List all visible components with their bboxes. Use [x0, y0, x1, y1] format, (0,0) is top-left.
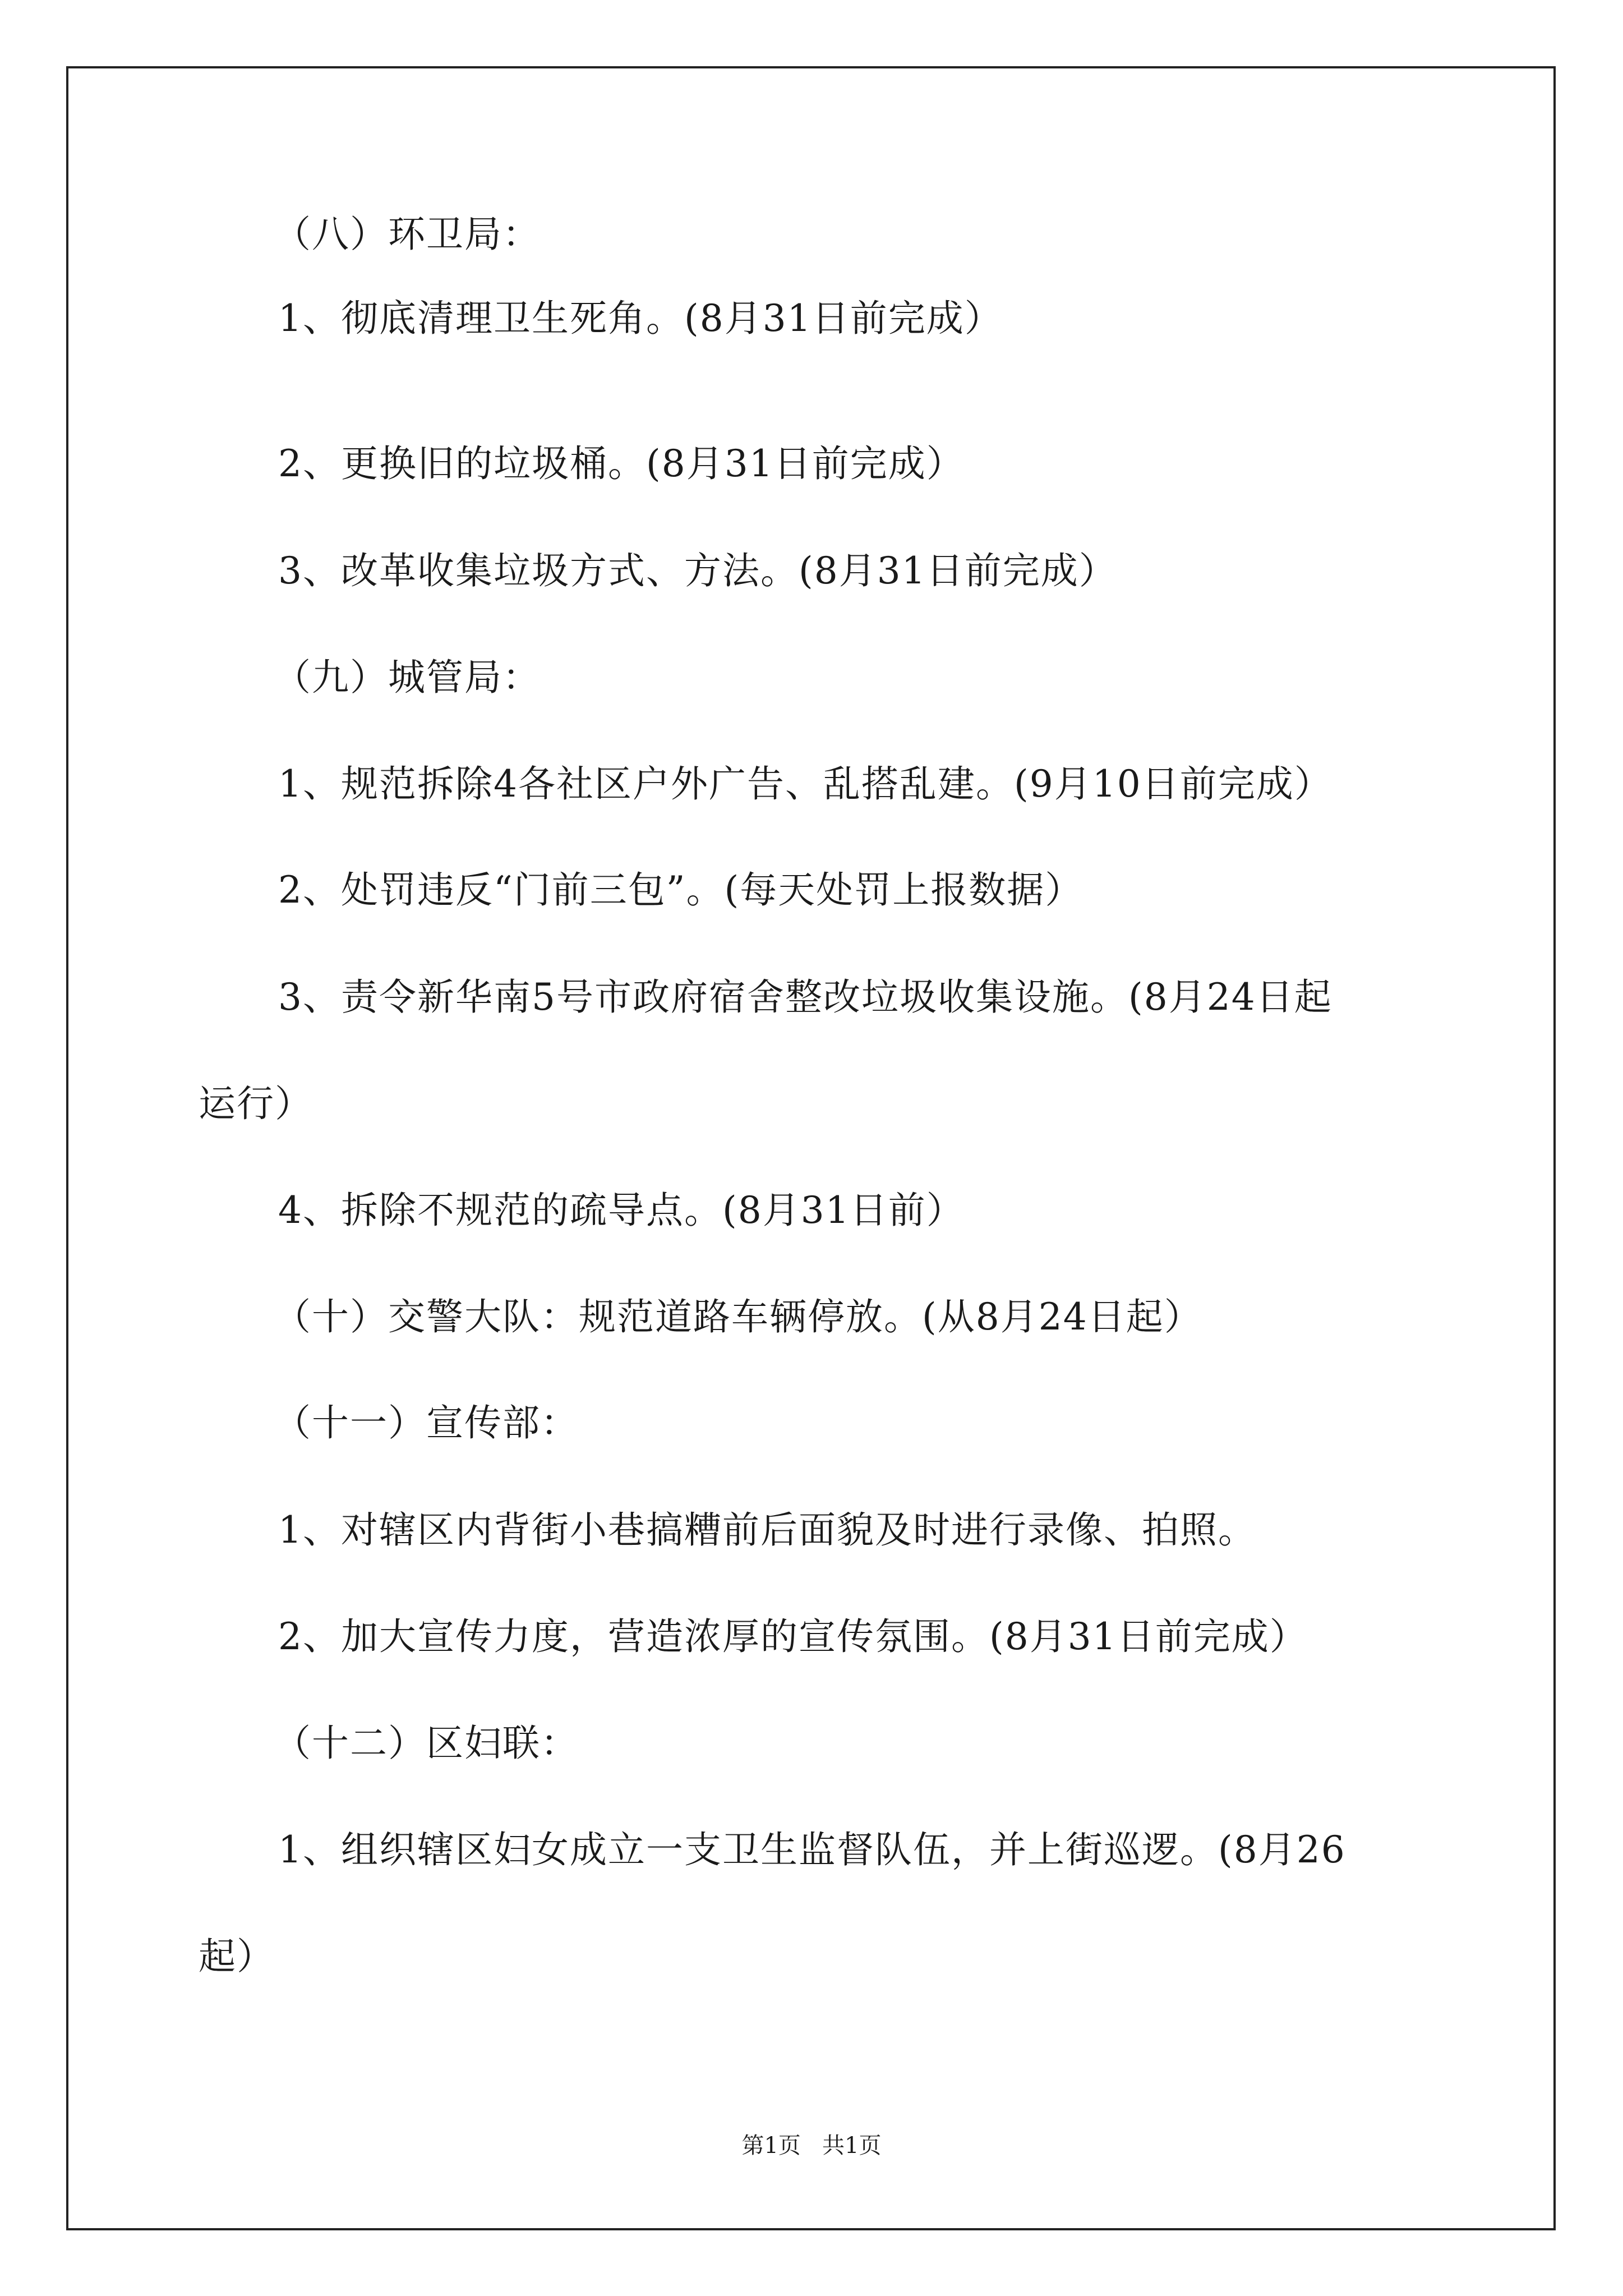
list-item: 3、改革收集垃圾方式、方法。(8月31日前完成） — [278, 549, 1117, 592]
section-heading: （九）城管局： — [274, 656, 541, 699]
list-item: 2、更换旧的垃圾桶。(8月31日前完成） — [278, 442, 965, 485]
list-item: 2、加大宣传力度，营造浓厚的宣传氛围。(8月31日前完成） — [278, 1615, 1308, 1658]
section-heading: （十二）区妇联： — [274, 1722, 579, 1765]
section-heading: （十一）宣传部： — [274, 1401, 579, 1444]
list-item: 1、彻底清理卫生死角。(8月31日前完成） — [278, 297, 1003, 340]
page-number-footer: 第1页 共1页 — [741, 2133, 882, 2159]
section-heading: （八）环卫局： — [274, 213, 541, 256]
page-border — [66, 66, 1556, 2230]
list-item: 3、责令新华南5号市政府宿舍整改垃圾收集设施。(8月24日起 — [278, 976, 1332, 1019]
list-item: 1、组织辖区妇女成立一支卫生监督队伍，并上街巡逻。(8月26 — [278, 1828, 1346, 1871]
list-item: 4、拆除不规范的疏导点。(8月31日前） — [278, 1189, 965, 1232]
list-item-continuation: 运行） — [199, 1082, 313, 1125]
list-item: 1、规范拆除4各社区户外广告、乱搭乱建。(9月10日前完成） — [278, 762, 1332, 806]
list-item-continuation: 起） — [199, 1935, 275, 1978]
list-item: 2、处罚违反“门前三包”。(每天处罚上报数据） — [278, 868, 1083, 912]
list-item: 1、对辖区内背街小巷搞糟前后面貌及时进行录像、拍照。 — [278, 1508, 1256, 1552]
section-heading: （十）交警大队：规范道路车辆停放。(从8月24日起） — [274, 1295, 1202, 1338]
